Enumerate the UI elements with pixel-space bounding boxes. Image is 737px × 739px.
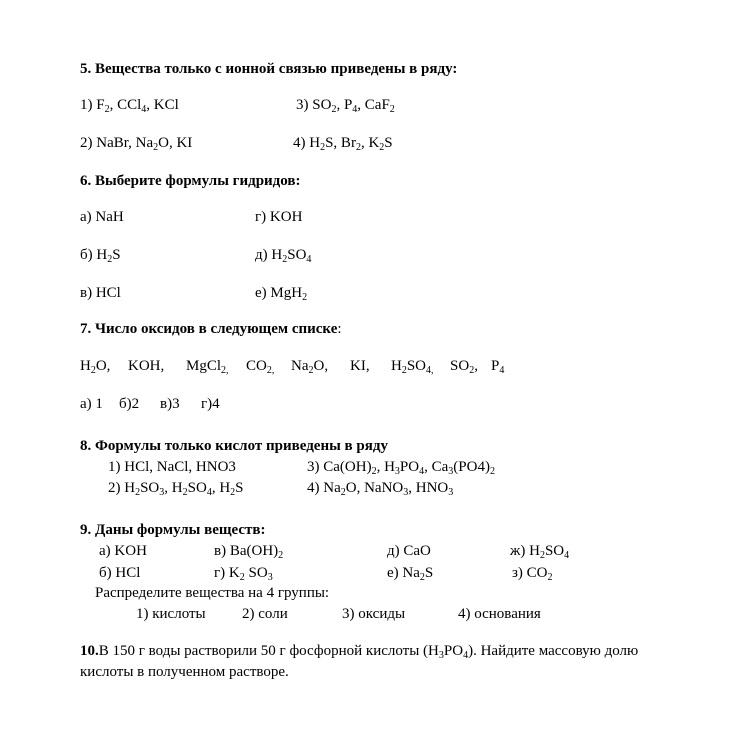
q9-instruction: Распределите вещества на 4 группы:: [95, 585, 330, 601]
q7-answer-b: б)2: [119, 396, 140, 412]
q7-answer-a: а) 1: [80, 396, 103, 412]
q7-answer-g: г)4: [201, 396, 220, 412]
q8-option-2: 2) $H_2SO_3$, $H_2SO_4$, $H_2S$: [108, 480, 244, 498]
q5-option-1: 1) $F_2$, CCl$_4$, KCl: [80, 97, 179, 115]
q7-answer-v: в)3: [160, 396, 180, 412]
q9-group-3: 3) оксиды: [342, 606, 406, 622]
q9-option-v: в) $Ba(OH)_2$: [214, 543, 284, 561]
q9-group-1: 1) кислоты: [136, 606, 206, 622]
q7-formula-8: $SO_2$,: [450, 358, 478, 376]
q5-option-3: 3) $SO_2$, $P_4$, CaF$_2$: [296, 97, 395, 115]
q5-option-4: 4) $H_2S$, $Br_2$, $K_2S$: [293, 135, 393, 153]
q8-option-1: 1) HCl, NaCl, HNO3: [108, 459, 236, 475]
question-5-title: 5. Вещества только с ионной связью приведены в ряду:: [80, 61, 458, 77]
q6-option-g: г) KOH: [255, 209, 303, 225]
question-8-title: 8. Формулы только кислот приведены в ряду: [80, 438, 388, 454]
q7-formula-2: KOH,: [128, 358, 165, 374]
q9-option-z: з) $CO_2$: [512, 565, 553, 583]
question-7-title: 7. Число оксидов в следующем списке:: [80, 321, 342, 337]
q9-group-2: 2) соли: [242, 606, 288, 622]
question-10-line-1: 10.В 150 г воды растворили 50 г фосфорной кислоты $(H_3PO_4)$. Найдите массовую долю: [80, 643, 639, 661]
q9-option-a: а) KOH: [99, 543, 147, 559]
q5-option-2: 2) NaBr, $Na_2O$, KI: [80, 135, 193, 153]
q7-formula-1: $H_2O$,: [80, 358, 111, 376]
q8-option-4: 4) $Na_2O$, NaNO$_3$, $HNO_3$: [307, 480, 454, 498]
q6-option-b: б) $H_2S$: [80, 247, 121, 265]
q7-formula-4: $CO_{2,}$: [246, 358, 275, 376]
question-9-title: 9. Даны формулы веществ:: [80, 522, 266, 538]
q6-option-d: д) $H_2SO_4$: [255, 247, 312, 265]
q7-formula-7: $H_2SO_{4,}$: [391, 358, 434, 376]
q7-formula-6: KI,: [350, 358, 370, 374]
q8-option-3: 3) $Ca(OH)_2$, $H_3PO_4$, $Ca_3(PO4)_2$: [307, 459, 495, 477]
q9-option-zh: ж) $H_2SO_4$: [510, 543, 570, 561]
q7-formula-3: MgCl$_{2,}$: [186, 358, 229, 376]
q6-option-e: е) MgH$_2$: [255, 285, 308, 303]
question-10-number: 10.: [80, 643, 99, 659]
q9-group-4: 4) основания: [458, 606, 541, 622]
q6-option-v: в) HCl: [80, 285, 121, 301]
q9-option-g: г) $K_2$ $SO_3$: [214, 565, 273, 583]
question-10-line-2: кислоты в полученном растворе.: [80, 664, 289, 680]
q9-option-d: д) CaO: [387, 543, 431, 559]
q7-formula-9: $P_4$: [491, 358, 505, 376]
q9-option-b: б) HCl: [99, 565, 141, 581]
q9-option-e: е) $Na_2S$: [387, 565, 434, 583]
question-6-title: 6. Выберите формулы гидридов:: [80, 173, 301, 189]
q6-option-a: а) NaH: [80, 209, 124, 225]
q7-formula-5: $Na_2O$,: [291, 358, 329, 376]
